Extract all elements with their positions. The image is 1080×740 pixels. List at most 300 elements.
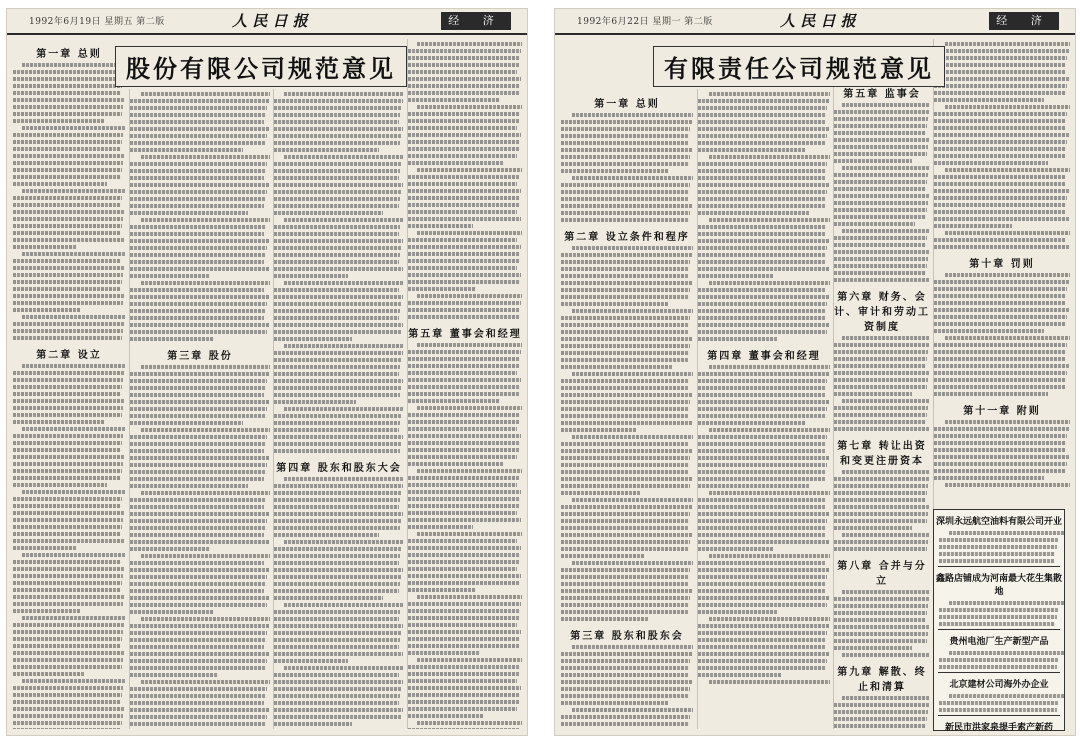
text-line — [274, 225, 400, 229]
text-line — [141, 365, 270, 369]
text-line — [698, 379, 827, 383]
text-line — [274, 120, 399, 124]
text-line — [934, 378, 1066, 382]
text-line — [934, 357, 1065, 361]
text-line — [698, 302, 827, 306]
text-line — [561, 337, 692, 341]
text-line — [939, 545, 1057, 549]
text-line — [698, 589, 825, 593]
text-line — [698, 575, 827, 579]
text-line — [274, 596, 383, 600]
text-line — [561, 400, 690, 404]
text-line — [945, 273, 1070, 277]
text-line — [130, 589, 264, 593]
text-line — [408, 70, 517, 74]
text-line — [13, 595, 124, 599]
text-line — [130, 603, 267, 607]
text-line — [274, 512, 403, 516]
chapter-heading: 第二章 设立条件和程序 — [564, 232, 690, 243]
text-line — [408, 112, 520, 116]
text-line — [130, 309, 266, 313]
text-line — [561, 442, 688, 446]
text-line — [130, 442, 266, 446]
text-column — [697, 89, 830, 729]
text-line — [408, 350, 521, 354]
text-line — [561, 365, 672, 369]
text-line — [834, 646, 912, 650]
text-column — [833, 79, 930, 729]
text-line — [408, 637, 520, 641]
text-line — [130, 260, 264, 264]
text-line — [130, 421, 243, 425]
text-line — [408, 539, 517, 543]
text-line — [698, 596, 829, 600]
text-line — [13, 532, 121, 536]
text-line — [834, 201, 928, 205]
text-line — [130, 204, 264, 208]
text-line — [698, 134, 827, 138]
body-text — [130, 365, 270, 729]
text-line — [561, 414, 688, 418]
text-line — [13, 609, 80, 613]
text-line — [939, 658, 1058, 662]
text-line — [561, 568, 690, 572]
text-line — [834, 491, 927, 495]
text-line — [561, 505, 692, 509]
body-text — [561, 645, 693, 726]
text-line — [834, 215, 926, 219]
text-line — [13, 441, 122, 445]
text-line — [698, 330, 827, 334]
body-text — [934, 42, 1070, 249]
text-line — [949, 651, 1064, 655]
text-line — [934, 343, 1067, 347]
text-line — [130, 190, 267, 194]
text-line — [274, 393, 400, 397]
text-line — [834, 110, 929, 114]
text-line — [13, 133, 123, 137]
text-line — [274, 575, 401, 579]
text-line — [22, 63, 125, 67]
text-line — [13, 665, 122, 669]
text-line — [130, 162, 267, 166]
body-text — [934, 273, 1070, 396]
text-line — [561, 393, 692, 397]
text-line — [561, 715, 690, 719]
text-line — [13, 147, 121, 151]
text-line — [939, 552, 1055, 556]
text-line — [561, 470, 688, 474]
text-line — [408, 413, 520, 417]
text-line — [284, 92, 404, 96]
text-line — [709, 281, 830, 285]
text-line — [130, 631, 267, 635]
text-line — [934, 469, 1066, 473]
text-line — [274, 701, 399, 705]
text-line — [13, 728, 121, 729]
text-line — [13, 525, 122, 529]
text-line — [274, 421, 400, 425]
text-line — [130, 169, 266, 173]
masthead — [555, 9, 1075, 35]
text-line — [13, 294, 124, 298]
text-line — [274, 260, 399, 264]
issue-date: 1992年6月22日 星期一 第二版 — [577, 17, 713, 27]
text-line — [698, 239, 829, 243]
text-line — [408, 364, 519, 368]
text-line — [561, 148, 692, 152]
text-line — [408, 175, 519, 179]
text-line — [561, 722, 689, 726]
text-line — [13, 280, 122, 284]
text-line — [274, 274, 348, 278]
text-line — [561, 666, 689, 670]
text-line — [130, 141, 266, 145]
text-line — [13, 462, 123, 466]
text-line — [408, 420, 519, 424]
text-line — [274, 561, 399, 565]
chapter-heading: 第一章 总则 — [36, 49, 102, 60]
text-line — [561, 554, 644, 558]
text-line — [417, 406, 522, 410]
text-line — [130, 547, 210, 551]
text-line — [698, 505, 825, 509]
text-line — [13, 574, 123, 578]
text-line — [408, 560, 519, 564]
text-line — [834, 264, 927, 268]
text-line — [561, 449, 692, 453]
text-line — [939, 622, 1055, 626]
text-line — [842, 470, 930, 474]
text-line — [130, 463, 267, 467]
text-line — [698, 141, 826, 145]
text-line — [561, 183, 690, 187]
text-line — [934, 49, 1069, 53]
text-line — [13, 637, 122, 641]
text-line — [834, 477, 929, 481]
divider — [938, 672, 1060, 673]
chapter-heading: 第八章 合并与分立 — [837, 561, 927, 587]
text-line — [130, 435, 267, 439]
text-line — [939, 665, 1057, 669]
text-line — [934, 280, 1069, 284]
text-line — [934, 448, 1065, 452]
text-line — [561, 687, 690, 691]
text-line — [130, 498, 266, 502]
text-line — [13, 651, 124, 655]
text-line — [408, 308, 520, 312]
text-line — [939, 608, 1058, 612]
text-line — [130, 687, 267, 691]
text-line — [698, 624, 829, 628]
text-line — [13, 154, 124, 158]
text-line — [13, 476, 121, 480]
text-line — [561, 267, 689, 271]
text-line — [698, 183, 829, 187]
text-line — [130, 694, 266, 698]
text-line — [939, 559, 1054, 563]
text-line — [709, 218, 830, 222]
text-line — [945, 420, 1070, 424]
text-line — [934, 315, 1067, 319]
text-line — [561, 407, 689, 411]
text-line — [408, 196, 520, 200]
text-line — [561, 288, 690, 292]
text-line — [130, 253, 266, 257]
text-line — [284, 477, 404, 481]
text-line — [834, 618, 926, 622]
text-line — [834, 357, 927, 361]
text-line — [130, 295, 269, 299]
text-line — [22, 126, 125, 130]
text-line — [698, 197, 826, 201]
text-line — [934, 203, 1066, 207]
text-line — [408, 98, 500, 102]
body-text — [934, 531, 1064, 563]
text-line — [698, 106, 827, 110]
text-line — [949, 531, 1064, 535]
text-line — [408, 581, 520, 585]
text-line — [834, 117, 928, 121]
text-line — [274, 442, 401, 446]
text-line — [417, 105, 522, 109]
text-line — [13, 378, 123, 382]
body-text — [934, 694, 1064, 712]
text-line — [834, 194, 929, 198]
text-line — [274, 449, 400, 453]
text-line — [274, 547, 401, 551]
text-line — [698, 337, 777, 341]
text-line — [130, 134, 267, 138]
text-line — [561, 351, 689, 355]
text-line — [408, 651, 480, 655]
text-line — [698, 512, 829, 516]
text-line — [934, 63, 1066, 67]
body-text — [561, 113, 693, 222]
text-line — [13, 406, 123, 410]
text-line — [13, 329, 123, 333]
text-line — [561, 694, 689, 698]
text-line — [834, 611, 927, 615]
text-line — [13, 301, 123, 305]
text-line — [949, 694, 1064, 698]
text-line — [13, 259, 121, 263]
text-line — [561, 218, 689, 222]
text-line — [945, 231, 1070, 235]
text-line — [130, 526, 266, 530]
text-line — [408, 707, 517, 711]
text-line — [834, 371, 929, 375]
brief-title: 鑫路店铺成为河南最大花生集散地 — [935, 574, 1062, 597]
text-line — [408, 119, 519, 123]
text-column — [129, 89, 270, 729]
text-line — [698, 225, 826, 229]
text-line — [284, 344, 404, 348]
text-line — [408, 511, 517, 515]
text-line — [274, 519, 401, 523]
text-line — [698, 211, 809, 215]
text-line — [408, 434, 521, 438]
text-line — [130, 596, 269, 600]
text-line — [939, 701, 1058, 705]
text-line — [13, 224, 122, 228]
text-line — [274, 141, 400, 145]
text-line — [698, 484, 809, 488]
text-column — [273, 89, 404, 729]
text-line — [408, 399, 500, 403]
text-line — [13, 385, 122, 389]
text-line — [834, 271, 926, 275]
text-line — [834, 632, 928, 636]
text-line — [709, 428, 830, 432]
text-line — [130, 484, 248, 488]
text-line — [408, 56, 520, 60]
text-line — [698, 309, 826, 313]
text-line — [408, 154, 517, 158]
text-line — [834, 724, 926, 728]
text-line — [934, 364, 1069, 368]
text-line — [945, 336, 1070, 340]
text-line — [408, 427, 517, 431]
text-line — [408, 693, 520, 697]
text-line — [934, 392, 1048, 396]
text-line — [274, 498, 400, 502]
text-line — [934, 182, 1065, 186]
text-line — [130, 659, 267, 663]
text-line — [130, 323, 269, 327]
text-line — [561, 540, 690, 544]
text-line — [417, 168, 522, 172]
chapter-heading: 第三章 股东和股东会 — [570, 631, 684, 642]
text-line — [834, 138, 929, 142]
text-line — [13, 707, 124, 711]
text-line — [408, 161, 504, 165]
text-line — [842, 653, 930, 657]
text-line — [130, 456, 269, 460]
text-line — [13, 182, 107, 186]
text-line — [130, 540, 269, 544]
text-line — [698, 666, 826, 670]
text-line — [572, 113, 693, 117]
text-line — [698, 463, 827, 467]
text-line — [13, 371, 124, 375]
text-line — [698, 435, 827, 439]
text-line — [561, 610, 688, 614]
text-line — [408, 91, 519, 95]
text-line — [130, 239, 269, 243]
text-line — [408, 238, 517, 242]
text-line — [561, 589, 692, 593]
text-line — [834, 498, 926, 502]
text-line — [561, 190, 689, 194]
text-line — [284, 666, 404, 670]
text-line — [834, 243, 926, 247]
text-line — [572, 645, 693, 649]
text-line — [274, 624, 403, 628]
text-line — [572, 309, 693, 313]
text-line — [13, 714, 123, 718]
text-line — [284, 540, 404, 544]
text-line — [698, 204, 825, 208]
section-label: 经 济 — [441, 12, 511, 30]
text-line — [417, 721, 522, 725]
text-line — [130, 106, 267, 110]
text-line — [834, 420, 926, 424]
text-line — [408, 357, 520, 361]
text-line — [274, 337, 352, 341]
text-line — [934, 224, 1012, 228]
text-line — [834, 703, 929, 707]
text-line — [274, 491, 401, 495]
chapter-heading: 第四章 股东和股东大会 — [276, 463, 402, 474]
text-line — [408, 679, 517, 683]
text-line — [13, 322, 124, 326]
text-line — [274, 106, 401, 110]
body-text — [934, 420, 1070, 487]
text-line — [130, 575, 267, 579]
text-line — [13, 560, 121, 564]
text-line — [130, 610, 214, 614]
text-line — [842, 166, 930, 170]
text-line — [130, 302, 267, 306]
text-line — [408, 315, 519, 319]
text-line — [408, 189, 521, 193]
text-line — [408, 287, 476, 291]
text-line — [561, 428, 636, 432]
text-line — [408, 266, 517, 270]
text-line — [934, 161, 1048, 165]
text-line — [22, 189, 125, 193]
text-line — [698, 456, 829, 460]
text-line — [572, 708, 693, 712]
text-line — [561, 197, 688, 201]
text-line — [698, 372, 829, 376]
text-line — [561, 603, 689, 607]
text-line — [834, 250, 929, 254]
text-line — [130, 372, 269, 376]
text-line — [934, 462, 1067, 466]
brief-title: 贵州电池厂生产新型产品 — [949, 637, 1049, 647]
text-line — [698, 533, 825, 537]
text-line — [408, 546, 521, 550]
text-line — [274, 372, 399, 376]
text-line — [834, 597, 929, 601]
text-line — [274, 204, 399, 208]
text-line — [561, 701, 668, 705]
text-line — [13, 308, 80, 312]
text-line — [934, 133, 1069, 137]
text-line — [408, 462, 504, 466]
text-line — [130, 715, 267, 719]
text-line — [141, 554, 270, 558]
text-line — [709, 554, 830, 558]
text-line — [130, 505, 264, 509]
text-line — [408, 77, 521, 81]
article-headline: 有限责任公司规范意见 — [653, 46, 945, 87]
text-line — [945, 168, 1070, 172]
text-line — [274, 659, 348, 663]
text-line — [284, 281, 404, 285]
text-line — [13, 434, 123, 438]
text-line — [141, 92, 270, 96]
text-line — [834, 278, 929, 282]
text-line — [561, 169, 668, 173]
text-line — [130, 225, 266, 229]
text-line — [13, 336, 122, 340]
text-line — [934, 476, 1044, 480]
text-line — [934, 385, 1065, 389]
text-line — [698, 449, 825, 453]
